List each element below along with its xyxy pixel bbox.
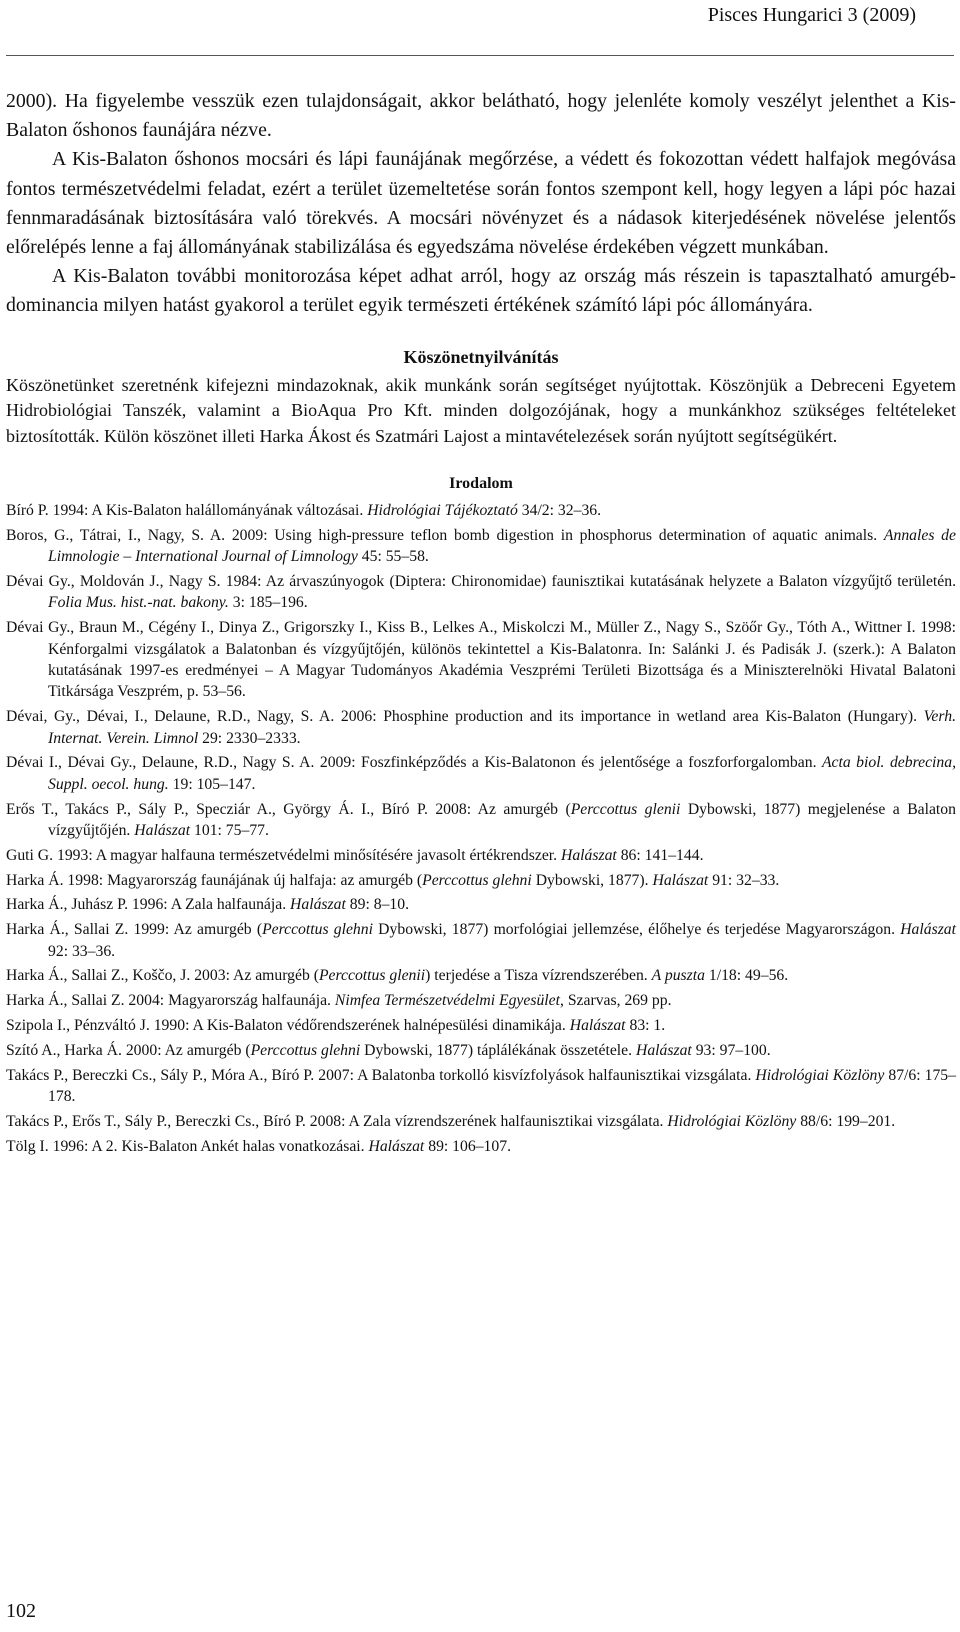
ref-text: Harka Á., Sallai Z. 1999: Az amurgéb ( (6, 921, 263, 939)
ref-italic: Verh. Internat. Verein. Limnol (48, 708, 956, 747)
ref-italic: Halászat (569, 1017, 626, 1035)
ref-italic: Halászat (635, 1041, 692, 1059)
ref-italic: Nimfea Természetvédelmi Egyesület (334, 992, 560, 1010)
ref-text: Takács P., Bereczki Cs., Sály P., Móra A., Bíró P. 2007: A Balatonba torkolló kisvízfolyások halfaunisztikai vizsgálata. (6, 1066, 756, 1084)
ref-text: Bíró P. 1994: A Kis-Balaton halállományának változásai. (6, 502, 368, 520)
ref-text: Boros, G., Tátrai, I., Nagy, S. A. 2009: Using high-pressure teflon bomb digestion in phosphorus determination of aquatic animals. (6, 526, 884, 544)
ref-italic: Perccottus glenii (570, 800, 681, 818)
ref-text: ) terjedése a Tisza vízrendszerében. (425, 967, 652, 985)
ref-italic: Hidrológiai Közlöny (755, 1066, 885, 1084)
reference-item (6, 500, 956, 521)
reference-item (6, 990, 956, 1011)
ref-text: 34/2: 32–36. (517, 502, 602, 520)
ref-italic: Folia Mus. hist.-nat. bakony. (48, 594, 229, 612)
ref-italic: A puszta (651, 967, 705, 985)
ref-italic: Hidrológiai Tájékoztató (367, 502, 518, 520)
reference-item (6, 1111, 956, 1132)
ref-text: 89: 106–107. (424, 1137, 512, 1155)
ref-text: 19: 105–147. (168, 775, 256, 793)
ref-italic: Annales de Limnologie – International Journal of Limnology (48, 526, 956, 566)
reference-item (6, 752, 956, 795)
ref-text: Harka Á., Sallai Z., Koščo, J. 2003: Az amurgéb ( (6, 967, 319, 985)
ref-italic: Halászat (134, 822, 191, 840)
ref-text: Dybowski, 1877) morfológiai jellemzése, élőhelye és terjedése Magyarországon. (372, 921, 901, 939)
ref-text: 87/6: 175–178. (48, 1066, 956, 1106)
ref-text: 29: 2330–2333. (198, 729, 301, 747)
ref-italic: Perccottus glehni (422, 871, 532, 889)
ref-text: Harka Á. 1998: Magyarország faunájának új halfaja: az amurgéb ( (6, 871, 423, 889)
body-paragraph-2: A Kis-Balaton őshonos mocsári és lápi faunájának megőrzése, a védett és fokozottan védett halfajok megóvása fontos természetvédelmi feladat, ezért a terület üzemeltetése során fontos szempont kell, hogy legyen a lápi póc hazai fennmaradásának biztosítására való törekvés. A mocsári növényzet és a nádasok kiterjedésének növelése jelentős előrelépés lenne a faj állományának stabilizálása és egyedszáma növelése érdekében végzett munkában. (6, 148, 956, 259)
reference-item (6, 571, 956, 614)
header-rule (6, 55, 954, 56)
page-number: 102 (6, 1600, 36, 1622)
reference-item (6, 1015, 956, 1036)
ref-text: Guti G. 1993: A magyar halfauna természetvédelmi minősítésére javasolt értékrendszer. (6, 846, 561, 864)
running-header: Pisces Hungarici 3 (2009) (707, 4, 916, 26)
reference-list (6, 500, 956, 1157)
ref-text: Tölg I. 1996: A 2. Kis-Balaton Ankét halas vonatkozásai. (6, 1137, 369, 1155)
ref-text: 91: 32–33. (708, 871, 780, 889)
ref-text: Dévai Gy., Moldován J., Nagy S. 1984: Az árvaszúnyogok (Diptera: Chironomidae) faunisztikai kutatásának helyzete a Balaton vízgyűjtő területén. (6, 573, 956, 591)
acknowledgement-text: Köszönetünket szeretnénk kifejezni mindazoknak, akik munkánk során segítséget nyújtottak. Köszönjük a Debreceni Egyetem Hidrobiológiai Tanszék, valamint a BioAqua Pro Kft. minden dolgozójának, hogy a munkánkhoz szükséges feltételeket biztosították. Külön köszönet illeti Harka Ákost és Szatmári Lajost a mintavételezések során nyújtott segítségükért. (6, 374, 956, 447)
ref-text: Erős T., Takács P., Sály P., Specziár A., György Á. I., Bíró P. 2008: Az amurgéb ( (6, 800, 571, 818)
ref-text: 45: 55–58. (357, 548, 429, 566)
ref-text: 92: 33–36. (48, 942, 116, 960)
body-paragraph-3: A Kis-Balaton további monitorozása képet adhat arról, hogy az ország más részein is tapasztalható amurgéb-dominancia milyen hatást gyakorol a terület egyik természeti értékének számító lápi póc állományára. (6, 265, 956, 317)
ref-text: Dévai, Gy., Dévai, I., Delaune, R.D., Nagy, S. A. 2006: Phosphine production and its importance in wetland area Kis-Balaton (Hungary). (6, 708, 924, 726)
ref-text: Harka Á., Juhász P. 1996: A Zala halfaunája. (6, 896, 291, 914)
reference-item (6, 1065, 956, 1108)
ref-text: Dybowski, 1877). (531, 871, 653, 889)
ref-italic: Perccottus glenii (318, 967, 426, 985)
ref-italic: Hidrológiai Közlöny (667, 1112, 797, 1130)
reference-item (6, 870, 956, 891)
ref-text: Szipola I., Pénzváltó J. 1990: A Kis-Balaton védőrendszerének halnépesülési dinamikája. (6, 1017, 570, 1035)
ref-text: 88/6: 199–201. (796, 1112, 896, 1130)
ref-italic: Perccottus glehni (262, 921, 373, 939)
ref-text: Dybowski, 1877) táplálékának összetétele. (360, 1041, 636, 1059)
ref-italic: Halászat (368, 1137, 425, 1155)
reference-item (6, 706, 956, 749)
ref-italic: Halászat (290, 896, 346, 914)
references-heading: Irodalom (449, 475, 513, 493)
reference-item (6, 845, 956, 866)
ref-text: 89: 8–10. (345, 896, 410, 914)
reference-item (6, 894, 956, 915)
ref-italic: Halászat (652, 871, 709, 889)
ref-italic: Halászat (560, 846, 617, 864)
ref-text: 101: 75–77. (190, 822, 269, 840)
ref-italic: Perccottus glehni (250, 1041, 361, 1059)
reference-item (6, 799, 956, 842)
ref-text: Harka Á., Sallai Z. 2004: Magyarország halfaunája. (6, 992, 335, 1010)
ref-text: 83: 1. (625, 1017, 666, 1035)
ref-text: 1/18: 49–56. (704, 967, 789, 985)
ref-text: Dybowski, 1877) megjelenése a Balaton vízgyűjtőjén. (48, 800, 956, 840)
ref-italic: Halászat (900, 921, 957, 939)
ref-text: Szító A., Harka Á. 2000: Az amurgéb ( (6, 1041, 251, 1059)
ref-text: 3: 185–196. (228, 594, 308, 612)
reference-item (6, 617, 956, 703)
ref-text: Takács P., Erős T., Sály P., Bereczki Cs., Bíró P. 2008: A Zala vízrendszerének halfaunisztikai vizsgálata. (6, 1112, 668, 1130)
page-content (6, 87, 956, 1160)
reference-item (6, 919, 956, 962)
ref-text: , Szarvas, 269 pp. (559, 992, 672, 1010)
body-paragraph-1: 2000). Ha figyelembe vesszük ezen tulajdonságait, akkor belátható, hogy jelenléte komoly veszélyt jelenthet a Kis-Balaton őshonos faunájára nézve. (6, 90, 956, 142)
ref-text: 86: 141–144. (616, 846, 704, 864)
acknowledgement-heading: Köszönetnyilvánítás (403, 346, 559, 367)
reference-item (6, 525, 956, 568)
reference-item (6, 1040, 956, 1061)
ref-italic: Acta biol. debrecina, Suppl. oecol. hung. (48, 754, 957, 793)
reference-item (6, 1136, 956, 1157)
ref-text: 93: 97–100. (691, 1041, 771, 1059)
reference-item (6, 965, 956, 986)
ref-text: Dévai Gy., Braun M., Cégény I., Dinya Z., Grigorszky I., Kiss B., Lelkes A., Miskolczi M., Müller Z., Nagy S., Szöőr Gy., Tóth A., Wittner I. 1998: Kénforgalmi vizsgálatok a Balatonban és vízgyűjtőjén, különös tekintettel a Kis-Balatonra. In: Salánki J. és Padisák J. (szerk.): A Balaton kutatásának 1997-es eredményei – A Magyar Tudományos Akadémia Veszprémi Területi Bizottsága és a Miniszterelnöki Hivatal Balatoni Titkársága Veszprém, p. 53–56. (6, 619, 956, 701)
ref-text: Dévai I., Dévai Gy., Delaune, R.D., Nagy S. A. 2009: Foszfinképződés a Kis-Balatonon és jelentősége a foszforforgalomban. (6, 754, 822, 772)
